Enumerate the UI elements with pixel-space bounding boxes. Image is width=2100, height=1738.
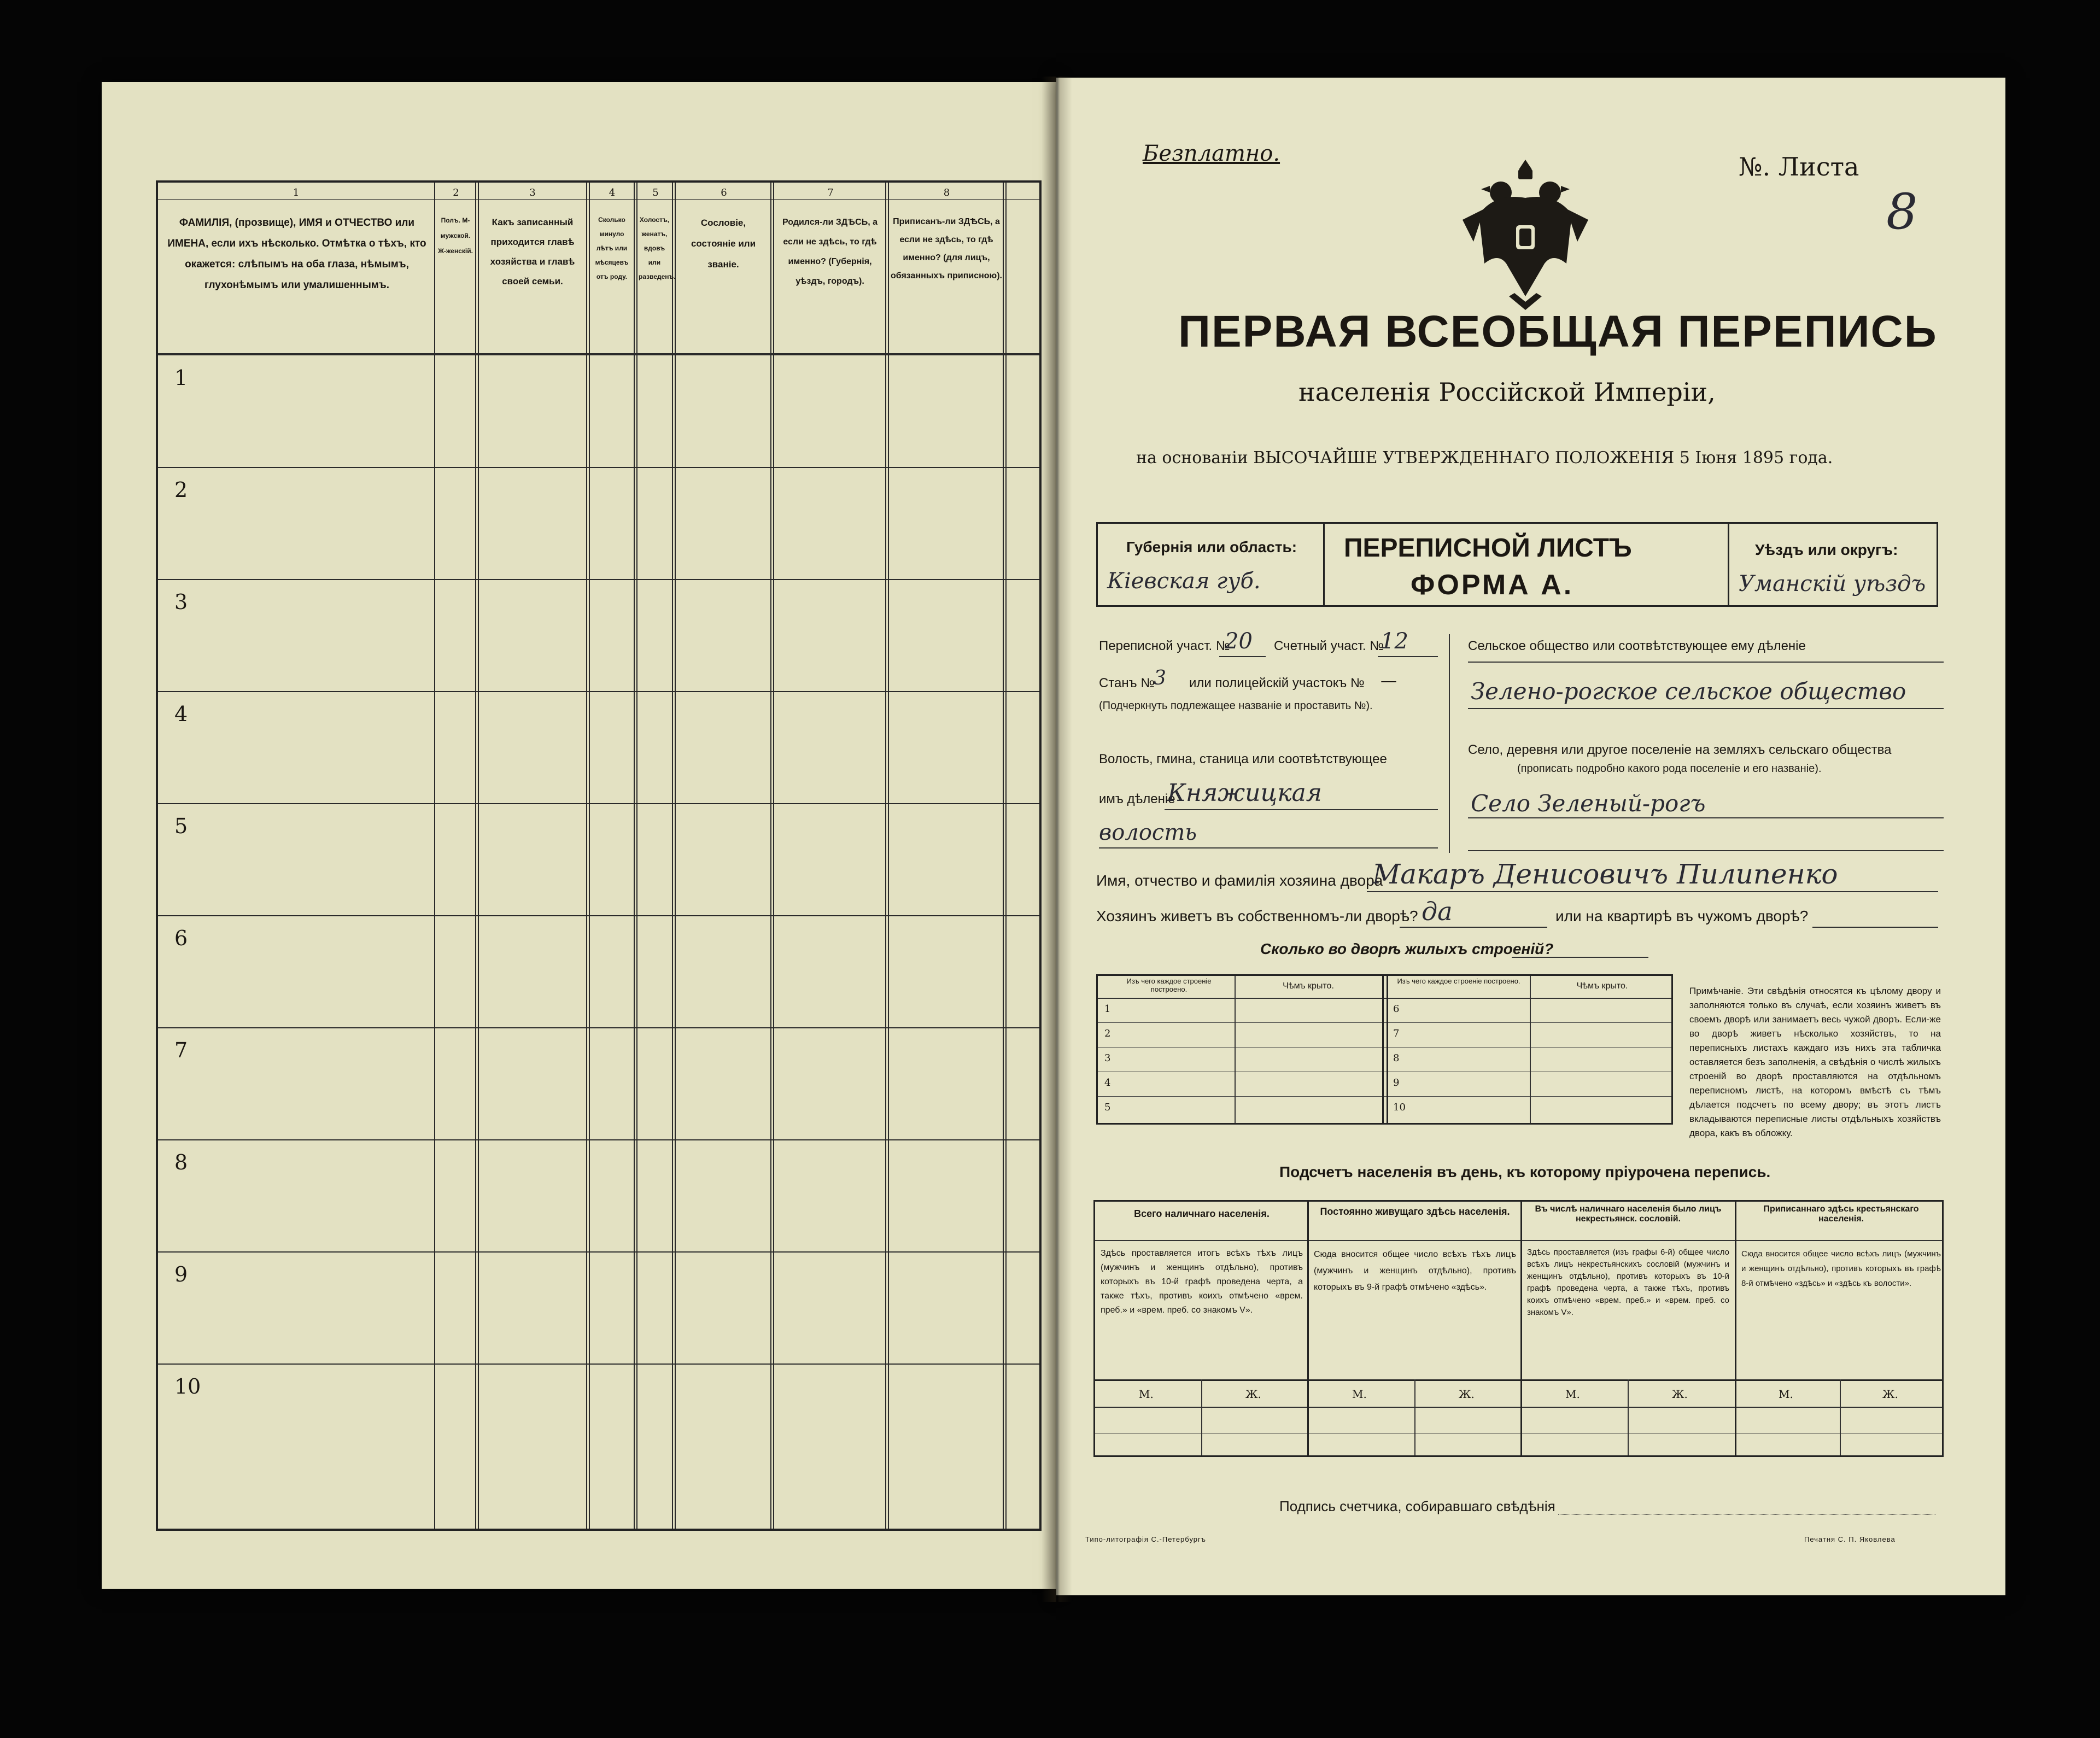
header-divider — [158, 199, 1039, 200]
underline-note: (Подчеркнуть подлежащее названіе и проставить №). — [1099, 700, 1373, 712]
column-number: 2 — [453, 187, 459, 198]
count-title: Подсчетъ населенія въ день, къ которому пріурочена перепись. — [1279, 1163, 1771, 1180]
census-section-label: Переписной участ. № — [1099, 639, 1230, 653]
village-value: Село Зеленый-рогъ — [1471, 790, 1706, 817]
row-number: 5 — [174, 814, 188, 838]
governorate-value: Кіевская губ. — [1107, 569, 1261, 594]
document-title: ПЕРВАЯ ВСЕОБЩАЯ ПЕРЕПИСЬ — [1178, 307, 1938, 356]
table-divider — [589, 183, 590, 1529]
row-number: 2 — [174, 478, 188, 502]
district-label: Уѣздъ или округъ: — [1755, 541, 1898, 558]
lives-own-value: да — [1422, 897, 1453, 926]
field-line — [1165, 809, 1438, 810]
count-col-body: Здѣсь проставляется итогъ всѣхъ тѣхъ лицъ (мужчинъ и женщинъ отдѣльно), противъ которыхъ въ 10-й графѣ проведена черта, а также тѣхъ, противъ коихъ отмѣчено «врем. преб.» и «врем. преб. со знакомъ V». — [1101, 1249, 1303, 1315]
table-divider — [586, 183, 587, 1529]
column-number: 6 — [721, 187, 727, 198]
count-col-head: Приписаннаго здѣсь крестьянскаго населенія. — [1763, 1204, 1919, 1224]
buildings-row-number: 8 — [1393, 1052, 1400, 1064]
row-divider — [158, 1027, 1039, 1028]
row-divider — [158, 691, 1039, 692]
row-number: 6 — [174, 926, 188, 950]
sex-label-male: М. — [1352, 1388, 1367, 1401]
row-number: 9 — [174, 1262, 188, 1286]
table-divider — [885, 183, 886, 1529]
stan-label: Станъ № — [1099, 676, 1155, 690]
volost-label: Волость, гмина, станица или соотвѣтствующее — [1099, 752, 1387, 766]
column-header-registered: Приписанъ-ли ЗДѢСЬ, а если не здѣсь, то гдѣ именно? (для лицъ, обязанныхъ приписною). — [891, 217, 1002, 280]
column-header-marital: Холостъ, женатъ, вдовъ или разведенъ. — [639, 216, 676, 280]
column-number: 8 — [943, 187, 950, 198]
census-section-value: 20 — [1225, 629, 1253, 654]
buildings-row-number: 7 — [1393, 1028, 1400, 1039]
buildings-table — [1096, 974, 1673, 1125]
count-section-value: 12 — [1380, 629, 1408, 654]
printer-left: Типо-литографія С.-Петербургъ — [1085, 1535, 1206, 1543]
village-note: (прописать подробно какого рода поселеніе и его названіе). — [1517, 763, 1822, 775]
row-divider — [158, 1364, 1039, 1365]
buildings-row-number: 9 — [1393, 1077, 1400, 1089]
printer-right: Печатня С. П. Яковлева — [1804, 1535, 1896, 1543]
field-line — [1099, 847, 1438, 848]
sheet-number-value: 8 — [1886, 183, 1918, 241]
buildings-roof-header: Чѣмъ крыто. — [1283, 981, 1334, 991]
table-divider — [773, 183, 774, 1529]
field-line — [1219, 656, 1266, 657]
field-line — [1468, 850, 1944, 851]
police-value: — — [1380, 671, 1397, 690]
signature-line — [1558, 1514, 1935, 1515]
sex-label-female: Ж. — [1245, 1388, 1261, 1401]
column-header-relation: Какъ записанный приходится главѣ хозяйства и главѣ своей семьи. — [490, 217, 575, 286]
page-fold — [1042, 77, 1072, 1602]
count-col-head: Въ числѣ наличнаго населенія было лицъ некрестьянск. сословій. — [1535, 1204, 1722, 1224]
row-divider — [158, 1251, 1039, 1253]
buildings-question: Сколько во дворѣ жилыхъ строеній? — [1260, 940, 1554, 957]
table-divider — [636, 183, 637, 1529]
row-number: 3 — [174, 590, 188, 614]
table-divider — [1003, 183, 1004, 1529]
count-col-head: Всего наличнаго населенія. — [1134, 1208, 1270, 1219]
column-header-estate: Сословіе, состояніе или званіе. — [691, 218, 756, 270]
field-line — [1512, 957, 1648, 958]
owner-label: Имя, отчество и фамилія хозяина двора — [1096, 872, 1383, 889]
field-line — [1468, 817, 1944, 818]
buildings-row-number: 3 — [1104, 1052, 1111, 1064]
table-divider — [672, 183, 673, 1529]
stan-value: 3 — [1154, 667, 1166, 689]
table-divider — [675, 183, 676, 1529]
form-title: ПЕРЕПИСНОЙ ЛИСТЪ — [1344, 534, 1632, 563]
buildings-roof-header: Чѣмъ крыто. — [1576, 981, 1628, 991]
document-subtitle: населенія Россійской Имперіи, — [1298, 377, 1716, 407]
column-header-sex: Полъ. М-мужской. Ж-женскій. — [438, 216, 473, 255]
free-label: Безплатно. — [1143, 141, 1280, 166]
note-text: Примѣчаніе. Эти свѣдѣнія относятся къ цѣлому двору и заполняются только въ случаѣ, если хозяинъ живетъ въ своемъ дворѣ или занимаетъ весь чужой дворъ. Если-же во дворѣ живетъ нѣсколько хозяйствъ, то на переписныхъ листахъ каждаго изъ нихъ эта табличка оставляется безъ заполненія, а свѣдѣнія о числѣ жилыхъ строеній во дворѣ проставляются на отдѣльномъ переписномъ листѣ, на которомъ вмѣстѣ съ тѣмъ дѣлается подсчетъ по всему двору; въ этотъ листъ вкладываются переписные листы отдѣльныхъ хозяйствъ двора, какъ въ обложку. — [1689, 986, 1941, 1138]
count-col-body: Сюда вносится общее число всѣхъ тѣхъ лицъ (мужчинъ и женщинъ отдѣльно), противъ которыхъ въ 9-й графѣ отмѣчено «здѣсь». — [1314, 1250, 1516, 1292]
society-label: Сельское общество или соотвѣтствующее ему дѣленіе — [1468, 639, 1806, 653]
volost-label-2: имъ дѣленіе — [1099, 792, 1175, 806]
column-number: 1 — [293, 187, 300, 198]
count-col-body: Здѣсь проставляется (изъ графы 6-й) общее число всѣхъ лицъ некрестьянскихъ сословій (мужчинъ и женщинъ отдѣльно), противъ которыхъ въ 10-й графѣ проведена черта, а также тѣхъ, противъ коихъ отмѣчено «врем. преб.» и «врем. преб. со знакомъ V». — [1527, 1248, 1729, 1317]
document-basis: на основаніи ВЫСОЧАЙШЕ УТВЕРЖДЕННАГО ПОЛОЖЕНІЯ 5 Іюня 1895 года. — [1136, 448, 1833, 467]
buildings-row-number: 4 — [1104, 1077, 1111, 1089]
field-line — [1367, 891, 1938, 892]
header-divider — [158, 353, 1039, 355]
table-divider — [1005, 183, 1007, 1529]
sheet-number-label: №. Листа — [1739, 152, 1859, 182]
table-divider — [634, 183, 635, 1529]
sex-label-female: Ж. — [1459, 1388, 1475, 1401]
buildings-row-number: 6 — [1393, 1003, 1400, 1015]
volost-value-2: волость — [1099, 820, 1197, 845]
buildings-row-number: 5 — [1104, 1102, 1111, 1113]
signature-label: Подпись счетчика, собиравшаго свѣдѣнія — [1279, 1498, 1555, 1514]
buildings-material-header: Изъ чего каждое строеніе построено. — [1126, 977, 1212, 993]
column-number: 4 — [609, 187, 616, 198]
row-divider — [158, 467, 1039, 468]
sex-label-male: М. — [1139, 1388, 1154, 1401]
column-header-age: Сколько минуло лѣтъ или мѣсяцевъ отъ роду. — [595, 216, 629, 280]
row-number: 10 — [174, 1374, 201, 1398]
owner-value: Макаръ Денисовичъ Пилипенко — [1372, 858, 1838, 890]
row-number: 7 — [174, 1038, 188, 1062]
count-col-body: Сюда вносится общее число всѣхъ лицъ (мужчинъ и женщинъ отдѣльно), противъ которыхъ въ графѣ 8-й отмѣчено «здѣсь» и «здѣсь къ волости». — [1741, 1249, 1941, 1288]
society-value: Зелено-рогское сельское общество — [1471, 678, 1906, 705]
row-number: 8 — [174, 1150, 188, 1174]
sex-label-male: М. — [1779, 1388, 1793, 1401]
sex-label-female: Ж. — [1882, 1388, 1898, 1401]
table-divider — [770, 183, 771, 1529]
table-divider — [475, 183, 476, 1529]
buildings-row-number: 1 — [1104, 1003, 1111, 1015]
column-number: 7 — [827, 187, 834, 198]
form-subtitle: ФОРМА А. — [1411, 569, 1574, 601]
column-number: 5 — [652, 187, 659, 198]
section-divider — [1449, 634, 1450, 853]
volost-value: Княжицкая — [1167, 779, 1322, 807]
row-divider — [158, 1139, 1039, 1140]
table-divider — [478, 183, 479, 1529]
field-line — [1468, 708, 1944, 709]
apartment-label: или на квартирѣ въ чужомъ дворѣ? — [1555, 908, 1809, 924]
district-value: Уманскій уѣздъ — [1739, 571, 1926, 596]
field-line — [1378, 656, 1438, 657]
table-divider — [434, 183, 435, 1529]
buildings-row-number: 2 — [1104, 1028, 1111, 1039]
police-label: или полицейскій участокъ № — [1189, 676, 1365, 690]
buildings-material-header: Изъ чего каждое строеніе построено. — [1397, 977, 1520, 985]
buildings-row-number: 10 — [1393, 1102, 1406, 1113]
header-divider — [1728, 522, 1729, 607]
double-headed-eagle-icon — [1457, 149, 1594, 318]
row-divider — [158, 579, 1039, 580]
row-divider — [158, 915, 1039, 916]
count-col-head: Постоянно живущаго здѣсь населенія. — [1320, 1206, 1510, 1217]
field-line — [1468, 662, 1944, 663]
sex-label-female: Ж. — [1672, 1388, 1688, 1401]
sex-label-male: М. — [1565, 1388, 1580, 1401]
count-section-label: Счетный участ. № — [1274, 639, 1384, 653]
column-header-born: Родился-ли ЗДѢСЬ, а если не здѣсь, то гдѣ именно? (Губернія, уѣздъ, городъ). — [782, 218, 878, 286]
column-header-name: ФАМИЛІЯ, (прозвище), ИМЯ и ОТЧЕСТВО или ИМЕНА, если ихъ нѣсколько. Отмѣтка о тѣхъ, кто окажется: слѣпымъ на оба глаза, нѣмымъ, глухонѣмымъ или умалишеннымъ. — [167, 217, 426, 291]
row-divider — [158, 803, 1039, 804]
row-number: 1 — [174, 366, 188, 390]
census-table — [156, 180, 1042, 1531]
column-number: 3 — [529, 187, 536, 198]
row-number: 4 — [174, 702, 188, 726]
village-label: Село, деревня или другое поселеніе на земляхъ сельскаго общества — [1468, 742, 1892, 757]
population-count-table — [1093, 1200, 1944, 1457]
field-line — [1400, 927, 1547, 928]
header-divider — [1323, 522, 1325, 607]
table-divider — [888, 183, 889, 1529]
field-line — [1812, 927, 1938, 928]
governorate-label: Губернія или область: — [1126, 539, 1297, 555]
lives-own-label: Хозяинъ живетъ въ собственномъ-ли дворѣ? — [1096, 908, 1418, 924]
